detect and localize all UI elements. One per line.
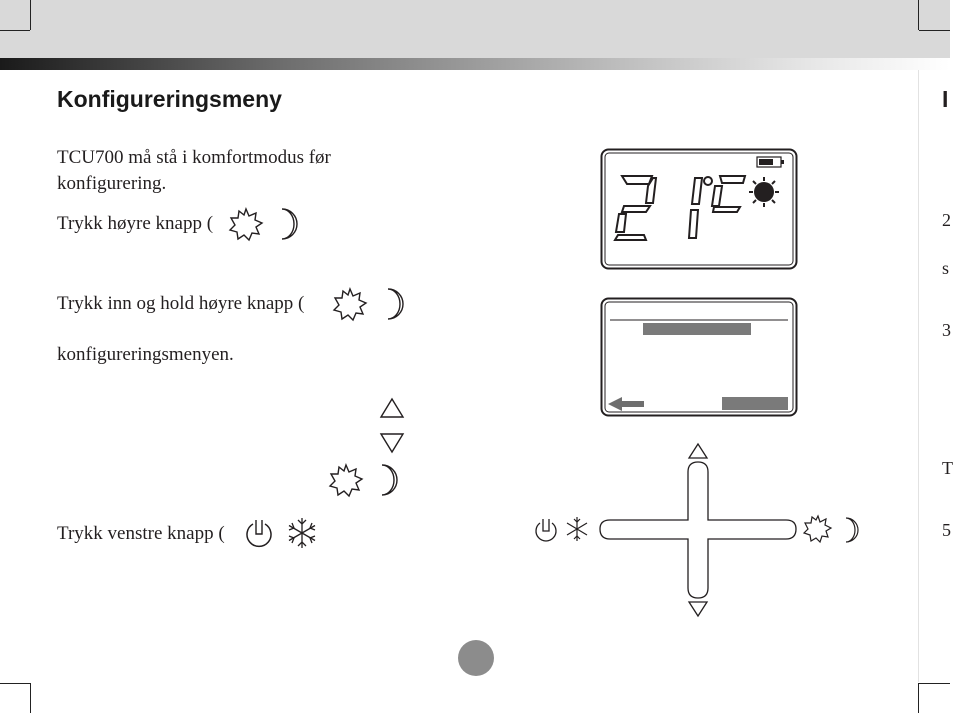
next-page-fragment: 3 xyxy=(942,320,951,340)
next-page-fragment: T xyxy=(942,458,953,478)
crop-mark xyxy=(0,683,30,684)
next-page-fragment: 5 xyxy=(942,520,951,540)
page-title: Konfigureringsmeny xyxy=(57,86,282,112)
triangle-up-icon xyxy=(689,444,707,458)
sun-icon xyxy=(330,285,370,325)
next-page-fragment: s xyxy=(942,258,950,278)
paragraph-intro-line2: konfigurering. xyxy=(57,173,167,194)
triangle-up-icon xyxy=(379,397,405,419)
lcd-display-temperature xyxy=(600,148,798,270)
crop-mark xyxy=(918,683,919,713)
crop-mark xyxy=(918,0,919,30)
lcd-display-menu xyxy=(600,297,798,417)
header-band xyxy=(0,0,950,58)
power-icon xyxy=(241,514,277,550)
crop-mark xyxy=(919,30,950,31)
triangle-down-icon xyxy=(689,602,707,616)
moon-icon xyxy=(274,207,304,241)
snowflake-icon xyxy=(567,517,587,541)
crop-mark xyxy=(0,30,30,31)
page-divider xyxy=(918,70,919,682)
paragraph-intro xyxy=(57,145,331,197)
menu-title-bar xyxy=(643,323,751,335)
paragraph-menu: konfigureringsmenyen. xyxy=(57,344,234,365)
keypad-cross xyxy=(530,440,870,620)
crop-mark xyxy=(30,0,31,30)
triangle-down-icon xyxy=(379,432,405,454)
sun-icon xyxy=(226,205,266,245)
gradient-bar xyxy=(0,58,950,70)
keypad-outline xyxy=(600,462,796,598)
paragraph-press-hold: Trykk inn og hold høyre knapp ( xyxy=(57,293,305,314)
paragraph-intro-line1: TCU700 må stå i komfortmodus før xyxy=(57,147,331,168)
next-page-heading-fragment: I xyxy=(942,86,949,112)
page-number-dot xyxy=(458,640,494,676)
paragraph-press-right: Trykk høyre knapp ( xyxy=(57,213,214,234)
moon-icon xyxy=(380,287,410,321)
crop-mark xyxy=(30,683,31,713)
menu-select-bar xyxy=(722,397,788,410)
sun-icon xyxy=(326,461,366,501)
power-icon xyxy=(536,519,556,541)
moon-icon xyxy=(846,518,858,542)
next-page-fragment: 2 xyxy=(942,210,951,230)
sun-icon xyxy=(804,516,831,542)
snowflake-icon xyxy=(284,515,320,551)
crop-mark xyxy=(919,683,950,684)
paragraph-press-left: Trykk venstre knapp ( xyxy=(57,523,225,544)
moon-icon xyxy=(374,463,404,497)
